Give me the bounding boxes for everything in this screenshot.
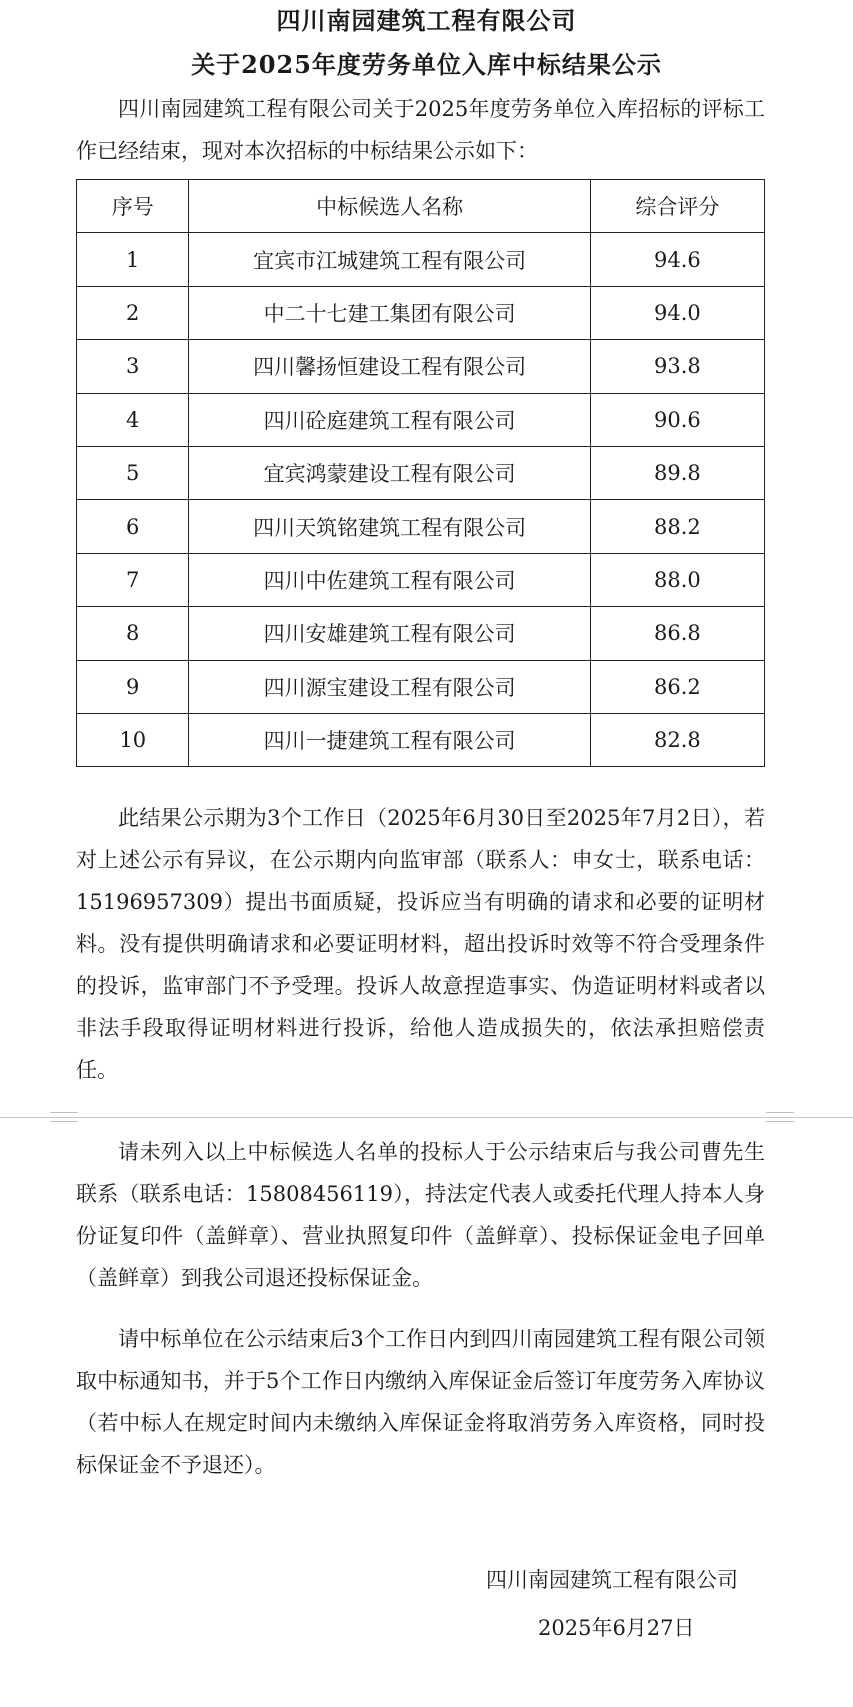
table-row — [77, 553, 765, 606]
row-score: 93.8 — [590, 340, 764, 393]
row-score: 89.8 — [590, 446, 764, 499]
row-name: 四川安雄建筑工程有限公司 — [189, 607, 590, 660]
row-score: 94.0 — [590, 286, 764, 339]
signature-company: 四川南园建筑工程有限公司 — [486, 1568, 738, 1592]
document-title-subject: 关于2025年度劳务单位入库中标结果公示 — [191, 50, 662, 79]
row-no: 1 — [77, 233, 189, 286]
table-row — [77, 713, 765, 766]
table-row — [77, 500, 765, 553]
row-score: 94.6 — [590, 233, 764, 286]
header-no: 序号 — [77, 180, 189, 233]
row-no: 2 — [77, 286, 189, 339]
row-no: 4 — [77, 393, 189, 446]
table-row — [77, 446, 765, 499]
row-no: 7 — [77, 553, 189, 606]
row-name: 四川源宝建设工程有限公司 — [189, 660, 590, 713]
row-name: 四川一捷建筑工程有限公司 — [189, 713, 590, 766]
row-score: 82.8 — [590, 713, 764, 766]
row-name: 四川中佐建筑工程有限公司 — [189, 553, 590, 606]
table-row — [77, 393, 765, 446]
header-name: 中标候选人名称 — [189, 180, 590, 233]
page-break-line — [0, 1117, 853, 1118]
row-score: 86.2 — [590, 660, 764, 713]
winner-paragraph: 请中标单位在公示结束后3个工作日内到四川南园建筑工程有限公司领取中标通知书，并于5个工作日内缴纳入库保证金后签订年度劳务入库协议（若中标人在规定时间内未缴纳入库保证金将取消劳务入库资格，同时投标保证金不予退还）。 — [76, 1327, 765, 1477]
row-name: 宜宾鸿蒙建设工程有限公司 — [189, 446, 590, 499]
row-score: 88.0 — [590, 553, 764, 606]
row-no: 10 — [77, 713, 189, 766]
table-header-row — [77, 180, 765, 233]
document-title-company: 四川南园建筑工程有限公司 — [276, 6, 577, 35]
row-no: 5 — [77, 446, 189, 499]
table-row — [77, 607, 765, 660]
row-no: 8 — [77, 607, 189, 660]
refund-paragraph: 请未列入以上中标候选人名单的投标人于公示结束后与我公司曹先生联系（联系电话：15808456119），持法定代表人或委托代理人持本人身份证复印件（盖鲜章）、营业执照复印件（盖鲜章）、投标保证金电子回单（盖鲜章）到我公司退还投标保证金。 — [76, 1140, 765, 1290]
signature-date: 2025年6月27日 — [538, 1616, 695, 1640]
notice-paragraph: 此结果公示期为3个工作日（2025年6月30日至2025年7月2日），若对上述公示有异议，在公示期内向监审部（联系人：申女士，联系电话：15196957309）提出书面质疑，投诉应当有明确的请求和必要的证明材料。没有提供明确请求和必要证明材料，超出投诉时效等不符合受理条件的投诉，监审部门不予受理。投诉人故意捏造事实、伪造证明材料或者以非法手段取得证明材料进行投诉，给他人造成损失的，依法承担赔偿责任。 — [76, 806, 765, 1082]
header-score: 综合评分 — [590, 180, 764, 233]
row-no: 9 — [77, 660, 189, 713]
table-row — [77, 340, 765, 393]
intro-paragraph: 四川南园建筑工程有限公司关于2025年度劳务单位入库招标的评标工作已经结束，现对本次招标的中标结果公示如下： — [76, 97, 765, 163]
table-row — [77, 660, 765, 713]
page-break-marker-left — [50, 1112, 78, 1122]
row-name: 四川馨扬恒建设工程有限公司 — [189, 340, 590, 393]
row-score: 86.8 — [590, 607, 764, 660]
row-no: 3 — [77, 340, 189, 393]
table-row — [77, 286, 765, 339]
results-table — [76, 179, 765, 767]
row-score: 88.2 — [590, 500, 764, 553]
row-name: 宜宾市江城建筑工程有限公司 — [189, 233, 590, 286]
row-no: 6 — [77, 500, 189, 553]
row-name: 四川砼庭建筑工程有限公司 — [189, 393, 590, 446]
row-score: 90.6 — [590, 393, 764, 446]
page-break-marker-right — [766, 1112, 794, 1122]
row-name: 中二十七建工集团有限公司 — [189, 286, 590, 339]
table-row — [77, 233, 765, 286]
row-name: 四川天筑铭建筑工程有限公司 — [189, 500, 590, 553]
